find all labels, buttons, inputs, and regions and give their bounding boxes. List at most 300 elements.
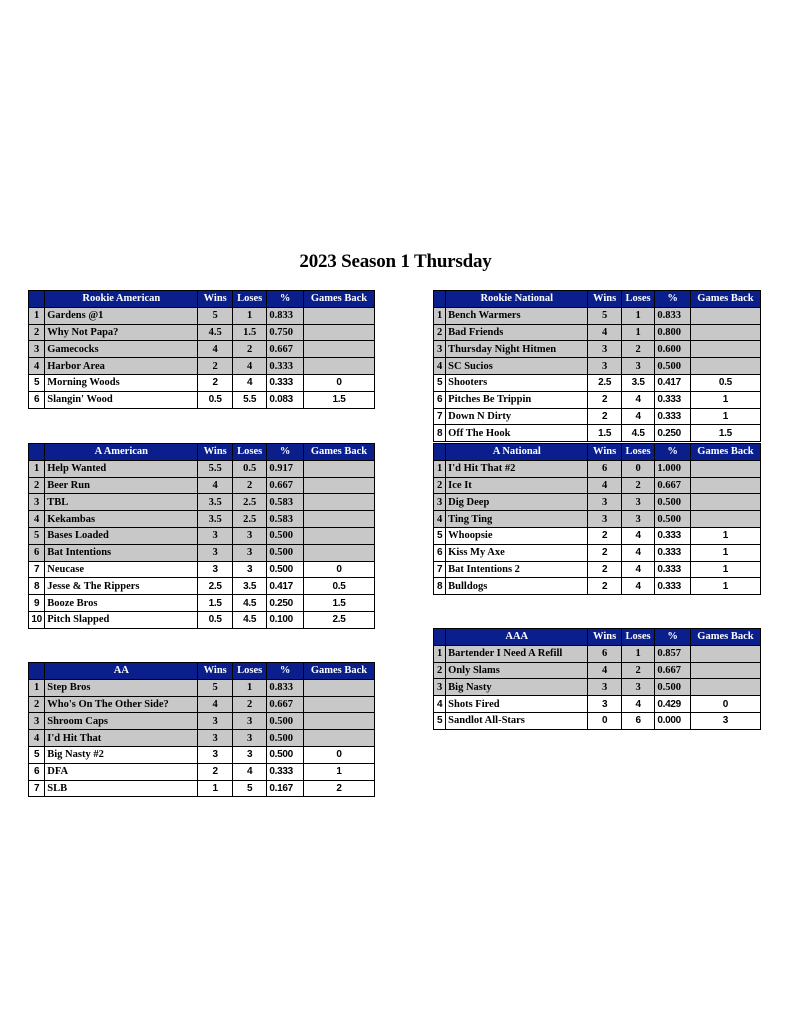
loses-cell: 1	[232, 679, 266, 696]
pct-cell: 0.000	[655, 712, 691, 729]
team-cell: Booze Bros	[45, 595, 198, 612]
wins-cell: 0.5	[198, 611, 232, 628]
rank-cell: 3	[434, 679, 446, 696]
loses-cell: 2	[232, 696, 266, 713]
team-cell: DFA	[45, 763, 198, 780]
rank-cell: 3	[29, 341, 45, 358]
a-american-standings	[28, 443, 375, 629]
loses-cell: 3.5	[232, 578, 266, 595]
pct-cell: 0.100	[267, 611, 304, 628]
pct-cell: 0.500	[267, 544, 304, 561]
loses-header: Loses	[232, 663, 266, 680]
pct-cell: 0.500	[267, 713, 304, 730]
team-cell: Bat Intentions 2	[446, 561, 588, 578]
table-row	[434, 578, 761, 595]
wins-cell: 3	[198, 544, 232, 561]
games-back-cell	[690, 511, 760, 528]
pct-cell: 0.667	[267, 696, 304, 713]
games-back-cell: 1.5	[303, 391, 374, 408]
rank-header	[29, 663, 45, 680]
loses-cell: 4	[232, 763, 266, 780]
loses-cell: 4	[621, 561, 655, 578]
table-row	[434, 561, 761, 578]
games-back-cell: 1	[690, 544, 760, 561]
table-row	[29, 544, 375, 561]
wins-cell: 3	[198, 561, 232, 578]
pct-cell: 0.667	[655, 477, 691, 494]
table-row	[29, 578, 375, 595]
table-row	[29, 374, 375, 391]
table-row	[434, 374, 761, 391]
table-row	[434, 696, 761, 713]
pct-cell: 0.500	[267, 730, 304, 747]
loses-cell: 1.5	[232, 324, 266, 341]
games-back-cell	[690, 645, 760, 662]
games-back-cell	[303, 477, 374, 494]
table-row	[29, 341, 375, 358]
wins-cell: 3	[588, 358, 622, 375]
loses-cell: 5.5	[232, 391, 266, 408]
table-row	[29, 595, 375, 612]
rank-header	[29, 291, 45, 308]
rank-header	[434, 444, 446, 461]
games-back-cell	[690, 460, 760, 477]
team-cell: Big Nasty	[446, 679, 588, 696]
division-name: Rookie American	[45, 291, 198, 308]
rank-cell: 2	[434, 324, 446, 341]
games-back-cell: 1.5	[690, 425, 760, 442]
rank-cell: 3	[434, 494, 446, 511]
pct-cell: 0.500	[267, 561, 304, 578]
wins-cell: 2	[198, 763, 232, 780]
wins-cell: 3.5	[198, 511, 232, 528]
wins-cell: 1.5	[588, 425, 622, 442]
rank-cell: 10	[29, 611, 45, 628]
pct-header: %	[267, 663, 304, 680]
table-row	[29, 730, 375, 747]
pct-cell: 0.583	[267, 511, 304, 528]
loses-cell: 3	[232, 544, 266, 561]
loses-cell: 0	[621, 460, 655, 477]
loses-cell: 4	[621, 578, 655, 595]
team-cell: Jesse & The Rippers	[45, 578, 198, 595]
loses-cell: 3	[232, 730, 266, 747]
table-row	[29, 780, 375, 797]
wins-cell: 2.5	[198, 578, 232, 595]
rank-cell: 2	[29, 324, 45, 341]
games-back-cell	[303, 358, 374, 375]
rank-cell: 5	[29, 527, 45, 544]
team-cell: TBL	[45, 494, 198, 511]
pct-cell: 0.429	[655, 696, 691, 713]
wins-cell: 6	[588, 460, 622, 477]
loses-header: Loses	[621, 291, 655, 308]
pct-cell: 0.583	[267, 494, 304, 511]
table-row	[29, 391, 375, 408]
rank-cell: 6	[29, 763, 45, 780]
pct-cell: 0.833	[267, 679, 304, 696]
loses-cell: 1	[621, 645, 655, 662]
team-cell: Pitches Be Trippin	[446, 391, 588, 408]
team-cell: Bartender I Need A Refill	[446, 645, 588, 662]
loses-cell: 4.5	[232, 611, 266, 628]
wins-cell: 5	[198, 679, 232, 696]
loses-cell: 4	[621, 544, 655, 561]
loses-cell: 2	[621, 662, 655, 679]
rank-header	[434, 629, 446, 646]
table-row	[434, 544, 761, 561]
rank-header	[434, 291, 446, 308]
games-back-cell	[690, 341, 760, 358]
wins-cell: 1.5	[198, 595, 232, 612]
wins-cell: 0	[588, 712, 622, 729]
pct-cell: 0.800	[655, 324, 691, 341]
loses-header: Loses	[621, 629, 655, 646]
header-row	[29, 444, 375, 461]
pct-header: %	[267, 444, 304, 461]
wins-cell: 4	[198, 341, 232, 358]
team-cell: Pitch Slapped	[45, 611, 198, 628]
pct-cell: 0.333	[655, 578, 691, 595]
games-back-cell	[303, 527, 374, 544]
wins-header: Wins	[198, 444, 232, 461]
rank-cell: 8	[434, 425, 446, 442]
loses-cell: 6	[621, 712, 655, 729]
games-back-cell: 1	[690, 578, 760, 595]
table-row	[29, 611, 375, 628]
table-row	[29, 527, 375, 544]
loses-cell: 0.5	[232, 460, 266, 477]
loses-cell: 3	[621, 494, 655, 511]
loses-cell: 4	[232, 374, 266, 391]
pct-cell: 0.333	[655, 391, 691, 408]
header-row	[434, 291, 761, 308]
table-row	[434, 408, 761, 425]
rank-cell: 4	[434, 511, 446, 528]
wins-cell: 3	[198, 730, 232, 747]
table-row	[29, 324, 375, 341]
rank-cell: 6	[29, 391, 45, 408]
team-cell: SC Sucios	[446, 358, 588, 375]
wins-cell: 3	[198, 746, 232, 763]
division-name: A National	[446, 444, 588, 461]
pct-cell: 0.500	[655, 358, 691, 375]
team-cell: Kiss My Axe	[446, 544, 588, 561]
loses-cell: 3	[621, 511, 655, 528]
loses-cell: 3	[621, 358, 655, 375]
pct-cell: 0.333	[267, 358, 304, 375]
table-row	[434, 679, 761, 696]
table-row	[29, 460, 375, 477]
games-back-cell: 0.5	[690, 374, 760, 391]
team-cell: Only Slams	[446, 662, 588, 679]
games-back-cell: 0.5	[303, 578, 374, 595]
rank-cell: 1	[29, 307, 45, 324]
pct-cell: 0.250	[267, 595, 304, 612]
rank-cell: 4	[29, 511, 45, 528]
rank-cell: 2	[29, 477, 45, 494]
rank-cell: 6	[434, 391, 446, 408]
rank-cell: 5	[29, 374, 45, 391]
games-back-cell: 1	[303, 763, 374, 780]
pct-header: %	[267, 291, 304, 308]
header-row	[29, 663, 375, 680]
team-cell: Bad Friends	[446, 324, 588, 341]
wins-header: Wins	[588, 444, 622, 461]
team-cell: Kekambas	[45, 511, 198, 528]
rank-cell: 5	[434, 527, 446, 544]
loses-cell: 3	[232, 746, 266, 763]
games-back-cell: 1	[690, 391, 760, 408]
team-cell: Gamecocks	[45, 341, 198, 358]
loses-cell: 3	[232, 713, 266, 730]
loses-cell: 2.5	[232, 494, 266, 511]
games-back-cell	[690, 662, 760, 679]
a-national-standings	[433, 443, 761, 595]
pct-cell: 0.667	[655, 662, 691, 679]
table-row	[434, 358, 761, 375]
rank-cell: 4	[434, 696, 446, 713]
games-back-cell	[303, 679, 374, 696]
pct-cell: 1.000	[655, 460, 691, 477]
team-cell: Shooters	[446, 374, 588, 391]
wins-cell: 3	[198, 713, 232, 730]
rank-cell: 4	[29, 358, 45, 375]
table-row	[29, 746, 375, 763]
team-cell: Shroom Caps	[45, 713, 198, 730]
rank-cell: 7	[29, 780, 45, 797]
rank-cell: 7	[434, 408, 446, 425]
table-row	[434, 341, 761, 358]
games-back-cell	[303, 307, 374, 324]
table-row	[434, 527, 761, 544]
pct-cell: 0.600	[655, 341, 691, 358]
pct-cell: 0.167	[267, 780, 304, 797]
games-back-cell	[303, 494, 374, 511]
division-name: Rookie National	[446, 291, 588, 308]
team-cell: Whoopsie	[446, 527, 588, 544]
games-back-cell: 0	[303, 374, 374, 391]
loses-cell: 4	[621, 696, 655, 713]
games-back-cell	[303, 324, 374, 341]
pct-cell: 0.333	[655, 408, 691, 425]
team-cell: Slangin' Wood	[45, 391, 198, 408]
loses-cell: 4	[232, 358, 266, 375]
games-back-cell: 0	[303, 561, 374, 578]
table-row	[434, 494, 761, 511]
pct-cell: 0.417	[267, 578, 304, 595]
pct-cell: 0.333	[267, 763, 304, 780]
table-row	[434, 391, 761, 408]
loses-cell: 3	[232, 527, 266, 544]
wins-header: Wins	[198, 663, 232, 680]
rank-cell: 6	[29, 544, 45, 561]
wins-cell: 2	[198, 358, 232, 375]
wins-cell: 2	[588, 578, 622, 595]
loses-cell: 5	[232, 780, 266, 797]
table-row	[434, 712, 761, 729]
team-cell: Bulldogs	[446, 578, 588, 595]
team-cell: Step Bros	[45, 679, 198, 696]
rank-cell: 9	[29, 595, 45, 612]
wins-cell: 4	[588, 324, 622, 341]
loses-cell: 2	[621, 477, 655, 494]
wins-cell: 5	[198, 307, 232, 324]
rank-cell: 1	[434, 307, 446, 324]
team-cell: Bench Warmers	[446, 307, 588, 324]
games-back-cell: 1	[690, 408, 760, 425]
team-cell: Ting Ting	[446, 511, 588, 528]
pct-cell: 0.750	[267, 324, 304, 341]
table-row	[434, 477, 761, 494]
team-cell: Help Wanted	[45, 460, 198, 477]
team-cell: Sandlot All-Stars	[446, 712, 588, 729]
pct-cell: 0.333	[655, 527, 691, 544]
games-back-cell	[303, 511, 374, 528]
loses-header: Loses	[232, 291, 266, 308]
rank-cell: 3	[29, 713, 45, 730]
wins-cell: 4.5	[198, 324, 232, 341]
rank-cell: 5	[434, 712, 446, 729]
wins-cell: 4	[198, 477, 232, 494]
team-cell: Who's On The Other Side?	[45, 696, 198, 713]
rank-cell: 6	[434, 544, 446, 561]
team-cell: SLB	[45, 780, 198, 797]
team-cell: Ice It	[446, 477, 588, 494]
games-back-cell	[303, 713, 374, 730]
games-back-cell: 3	[690, 712, 760, 729]
team-cell: Dig Deep	[446, 494, 588, 511]
team-cell: Beer Run	[45, 477, 198, 494]
wins-cell: 2.5	[588, 374, 622, 391]
team-cell: Thursday Night Hitmen	[446, 341, 588, 358]
games-back-cell: 1	[690, 527, 760, 544]
rank-cell: 8	[434, 578, 446, 595]
header-row	[29, 291, 375, 308]
team-cell: I'd Hit That #2	[446, 460, 588, 477]
pct-header: %	[655, 629, 691, 646]
team-cell: Gardens @1	[45, 307, 198, 324]
pct-cell: 0.500	[655, 494, 691, 511]
table-row	[434, 460, 761, 477]
rank-cell: 1	[29, 460, 45, 477]
wins-cell: 3.5	[198, 494, 232, 511]
pct-cell: 0.333	[655, 544, 691, 561]
wins-cell: 2	[588, 561, 622, 578]
team-cell: Bases Loaded	[45, 527, 198, 544]
table-row	[29, 307, 375, 324]
loses-cell: 4	[621, 408, 655, 425]
wins-cell: 3	[588, 696, 622, 713]
table-row	[29, 763, 375, 780]
wins-cell: 2	[198, 374, 232, 391]
pct-cell: 0.250	[655, 425, 691, 442]
table-row	[434, 645, 761, 662]
loses-cell: 1	[232, 307, 266, 324]
loses-cell: 3.5	[621, 374, 655, 391]
wins-cell: 2	[588, 408, 622, 425]
team-cell: Harbor Area	[45, 358, 198, 375]
wins-header: Wins	[198, 291, 232, 308]
wins-cell: 3	[588, 679, 622, 696]
team-cell: Neucase	[45, 561, 198, 578]
games-back-cell: 1	[690, 561, 760, 578]
games-back-cell	[303, 341, 374, 358]
games-back-cell	[690, 494, 760, 511]
wins-cell: 5	[588, 307, 622, 324]
pct-cell: 0.500	[655, 511, 691, 528]
wins-cell: 1	[198, 780, 232, 797]
wins-header: Wins	[588, 291, 622, 308]
pct-header: %	[655, 291, 691, 308]
loses-cell: 4.5	[232, 595, 266, 612]
rookie-american-standings	[28, 290, 375, 409]
loses-cell: 3	[232, 561, 266, 578]
wins-cell: 3	[588, 341, 622, 358]
rank-cell: 7	[434, 561, 446, 578]
loses-cell: 2	[232, 477, 266, 494]
rank-cell: 4	[29, 730, 45, 747]
rank-cell: 3	[29, 494, 45, 511]
pct-cell: 0.667	[267, 341, 304, 358]
loses-cell: 1	[621, 307, 655, 324]
division-name: AAA	[446, 629, 588, 646]
wins-cell: 4	[588, 662, 622, 679]
games-back-header: Games Back	[303, 291, 374, 308]
division-name: A American	[45, 444, 198, 461]
rank-cell: 2	[434, 477, 446, 494]
team-cell: Why Not Papa?	[45, 324, 198, 341]
pct-cell: 0.500	[655, 679, 691, 696]
wins-cell: 0.5	[198, 391, 232, 408]
rank-cell: 2	[29, 696, 45, 713]
table-row	[29, 679, 375, 696]
games-back-cell	[690, 477, 760, 494]
table-row	[434, 324, 761, 341]
division-name: AA	[45, 663, 198, 680]
loses-header: Loses	[621, 444, 655, 461]
games-back-cell	[303, 544, 374, 561]
games-back-cell: 0	[303, 746, 374, 763]
pct-cell: 0.857	[655, 645, 691, 662]
loses-header: Loses	[232, 444, 266, 461]
team-cell: Down N Dirty	[446, 408, 588, 425]
aaa-standings	[433, 628, 761, 730]
table-row	[29, 477, 375, 494]
loses-cell: 1	[621, 324, 655, 341]
team-cell: Morning Woods	[45, 374, 198, 391]
team-cell: Bat Intentions	[45, 544, 198, 561]
rank-cell: 5	[434, 374, 446, 391]
games-back-header: Games Back	[303, 663, 374, 680]
wins-header: Wins	[588, 629, 622, 646]
table-row	[434, 662, 761, 679]
wins-cell: 3	[588, 511, 622, 528]
wins-cell: 5.5	[198, 460, 232, 477]
pct-cell: 0.417	[655, 374, 691, 391]
games-back-cell	[690, 307, 760, 324]
games-back-header: Games Back	[690, 444, 760, 461]
table-row	[29, 561, 375, 578]
rank-cell: 3	[434, 341, 446, 358]
loses-cell: 2.5	[232, 511, 266, 528]
loses-cell: 4	[621, 527, 655, 544]
games-back-cell	[303, 696, 374, 713]
loses-cell: 4.5	[621, 425, 655, 442]
page-title: 2023 Season 1 Thursday	[299, 251, 492, 272]
wins-cell: 2	[588, 527, 622, 544]
pct-cell: 0.500	[267, 527, 304, 544]
